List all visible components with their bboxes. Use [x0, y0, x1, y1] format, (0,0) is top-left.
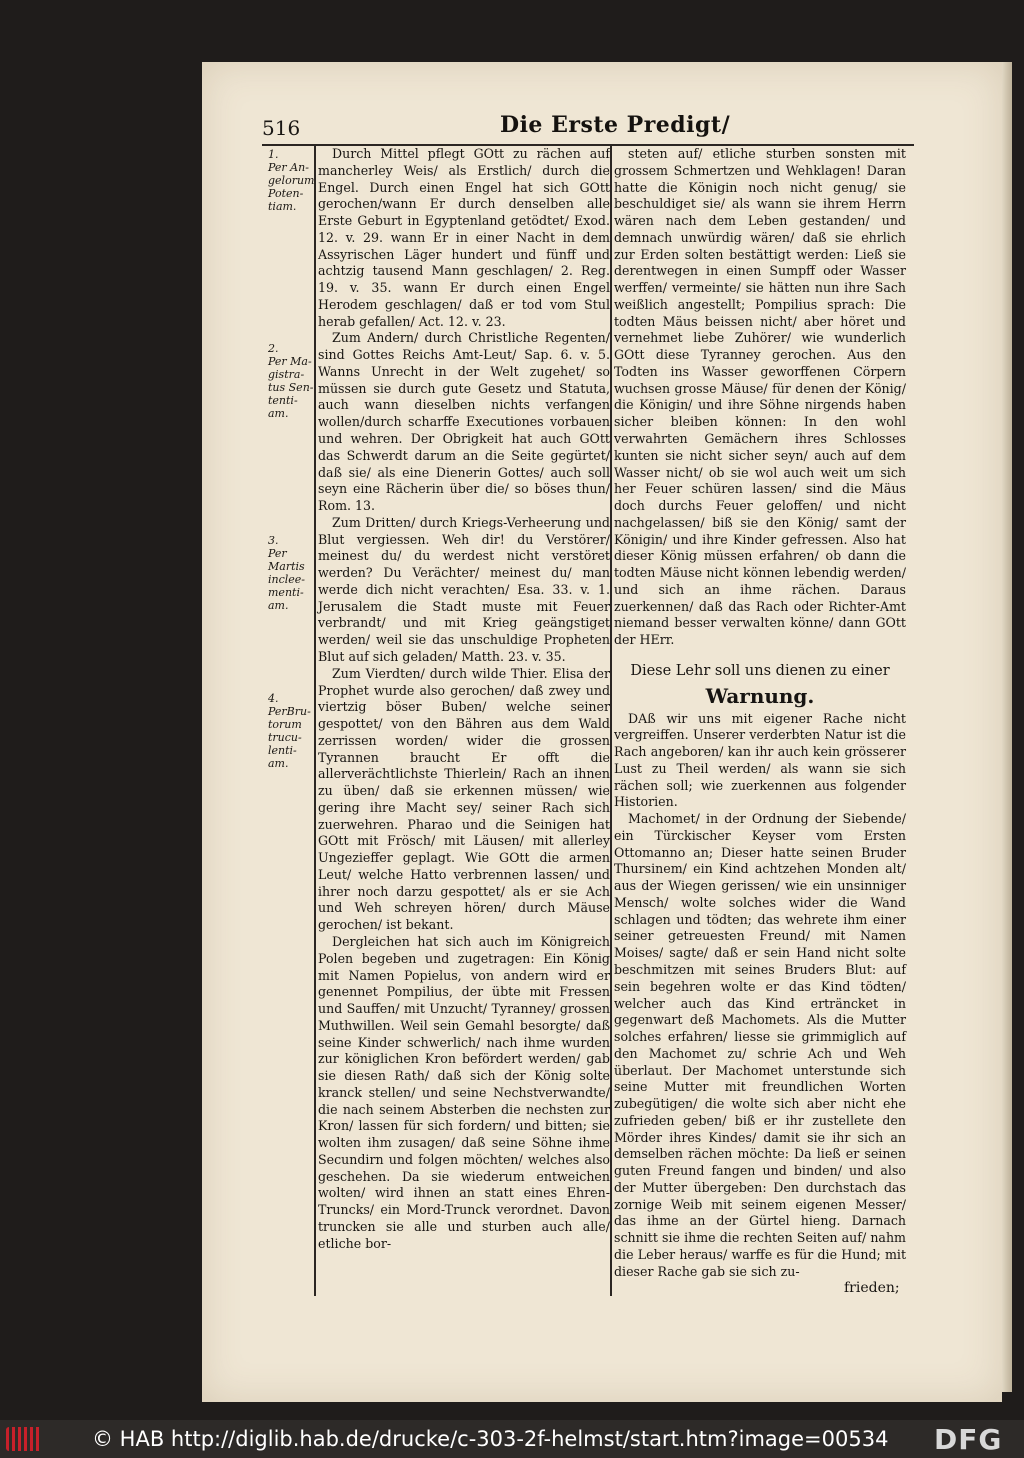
margin-note-3: 3. Per Martis inclee- menti- am.: [268, 534, 306, 612]
library-barcode-icon: [6, 1427, 42, 1451]
viewer-footer: [0, 1420, 1024, 1458]
margin-notes-column: [262, 146, 316, 1296]
source-link[interactable]: © HAB http://diglib.hab.de/drucke/c-303-2f-helmst/start.htm?image=00534: [92, 1427, 889, 1451]
page-header: [262, 112, 914, 144]
paragraph: Dergleichen hat sich auch im Königreich Polen begeben und zugetragen: Ein König mit Namen Popielus, von andern wird er genennet Pompilius, der übte mit Fressen und Sauffen/ mit Unzucht/ Tyranney/ grossen Muthwillen. Weil sein Gemahl besorgte/ daß seine Kinder schwerlich/ nach ihme wurden zur königlichen Kron befördert werden/ gab sie diesen Rath/ daß sich der König solte kranck stellen/ und seine Nechstverwandte/ die nach seinem Absterben die nechsten zur Kron/ lassen für sich fordern/ und bitten; sie wolten ihm zusagen/ daß seine Söhne ihme Secundirn und folgen möchten/ welches also geschehen. Da sie wiederum entweichen wolten/ wird ihnen an statt eines Ehren-Truncks/ ein Mord-Trunck verordnet. Davon truncken sie alle und sturben auch alle/ etliche bor-: [318, 933, 610, 1251]
paragraph: Durch Mittel pflegt GOtt zu rächen auf mancherley Weis/ als Erstlich/ durch die Engel. Durch einen Engel hat sich GOtt gerochen/wann Er durch denselben alle Erste Geburt in Egyptenland getödtet/ Exod. 12. v. 29. wann Er in einer Nacht in dem Assyrischen Läger hundert und fünff und achtzig tausend Mann geschlagen/ 2. Reg. 19. v. 35. wann Er durch einen Engel Herodem geschlagen/ daß er tod vom Stul herab gefallen/ Act. 12. v. 23.: [318, 146, 610, 329]
paragraph: Zum Vierdten/ durch wilde Thier. Elisa der Prophet wurde also gerochen/ daß zwey und viertzig böser Buben/ welche seiner gespottet/ von den Bähren aus dem Wald zerrissen worden/ wider die grossen Tyrannen braucht Er offt die allerverächtlichste Thierlein/ Rach an ihnen zu üben/ daß sie erkennen müssen/ wie gering ihre Macht sey/ seiner Rach sich zuerwehren. Pharao und die Seinigen hat GOtt mit Frösch/ mit Läusen/ mit allerley Ungezieffer geplagt. Wie GOtt die armen Leut/ welche Hatto verbrennen lassen/ und ihrer noch darzu gespottet/ als er sie Ach und Weh schreyen hören/ durch Mäuse gerochen/ ist bekant.: [318, 665, 610, 933]
dfg-logo: DFG: [934, 1423, 1003, 1456]
margin-note-4: 4. PerBru- torum trucu- lenti- am.: [268, 692, 311, 770]
lead-in-line: Diese Lehr soll uns dienen zu einer: [630, 662, 890, 679]
paragraph: DAß wir uns mit eigener Rache nicht vergreiffen. Unserer verderbten Natur ist die Rach angeboren/ kan ihr auch kein grösserer Lust zu Theil werden/ als wann sie sich rächen soll; wie zuerkennen aus folgender Historien.: [614, 710, 906, 810]
paragraph: Zum Andern/ durch Christliche Regenten/ sind Gottes Reichs Amt-Leut/ Sap. 6. v. 5. Wanns Unrecht in der Welt zugehet/ so müssen sie durch gute Gesetz und Statuta, auch wann dieselben nichts verfangen wollen/durch scharffe Executiones vorbauen und wehren. Der Obrigkeit hat auch GOtt das Schwerdt darum an die Seite gegürtet/ daß sie/ als eine Dienerin Gottes/ auch soll seyn eine Rächerin über die/ so böses thun/ Rom. 13.: [318, 330, 610, 514]
section-heading: Warnung.: [705, 683, 815, 708]
catchword: frieden;: [844, 1280, 900, 1296]
paragraph: Machomet/ in der Ordnung der Siebende/ ein Türckischer Keyser vom Ersten Ottomanno an; Dieser hatte seinen Bruder Thursinem/ ein Kind achtzehen Monden alt/ aus der Wiegen gerissen/ wie ein unsinniger Mensch/ wolte solches wider die Wand schlagen und tödten; das wehrete ihm einer seiner getreuesten Freund/ mit Namen Moises/ sagte/ daß er sein Hand nicht solte beschmitzen mit seines Bruders Blut: auf sein begehren wolte er das Kind tödten/ welcher auch das Kind erträncket in gegenwart deß Machomets. Als die Mutter solches erfahren/ liesse sie grimmiglich auf den Machomet zu/ schrie Ach und Weh überlaut. Der Machomet unterstunde sich seine Mutter mit freundlichen Worten zubegütigen/ die wolte sich aber nicht ehe zufrieden geben/ biß er ihr zustellete den Mörder ihres Kindes/ damit sie ihr sich an demselben rächen möchte: Da ließ er seinen guten Freund fangen und binden/ und also der Mutter übergeben: Den durchstach das zornige Weib mit seinem eigenen Messer/ das ihme an der Gürtel hieng. Darnach schnitt sie ihme die rechten Seiten auf/ nahm die Leber heraus/ warffe es für die Hund; mit dieser Rache gab sie sich zu-: [614, 811, 906, 1279]
text-column-left: [318, 146, 610, 1253]
margin-note-2: 2. Per Ma- gistra- tus Sen- tenti- am.: [268, 342, 314, 420]
column-divider: [610, 146, 612, 1296]
margin-note-1: 1. Per An- gelorum Poten- tiam.: [268, 148, 315, 213]
page-number: 516: [262, 116, 301, 140]
text-column-right: [614, 146, 906, 1281]
paragraph: Zum Dritten/ durch Kriegs-Verheerung und Blut vergiessen. Weh dir! du Verstörer/ meinest du/ du werdest nicht verstöret werden? Du Verächter/ meinest du/ man werde dich nicht verachten/ Esa. 33. v. 1. Jerusalem die Stadt muste mit Feuer verbrandt/ und mit Krieg geängstiget werden/ weil sie das unschuldige Propheten Blut auf sich geladen/ Matth. 23. v. 35.: [318, 514, 610, 664]
paragraph: steten auf/ etliche sturben sonsten mit grossem Schmertzen und Wehklagen! Daran hatte die Königin noch nicht genug/ sie beschuldiget sie/ als wann sie ihrem Herrn wären nach dem Leben gestanden/ und demnach unwürdig wären/ daß sie ehrlich zur Erden solten bestättigt werden: Ließ sie derentwegen in einen Sumpff oder Wasser werffen/ vermeinte/ sie hätten nun ihre Sach weißlich angestellt; Pompilius sprach: Die todten Mäus beissen nicht/ aber höret und vernehmet liebe Zuhörer/ wie wunderlich GOtt diese Tyranney gerochen. Aus den Todten ins Wasser geworffenen Cörpern wuchsen grosse Mäuse/ für denen der König/ die Königin/ und ihre Söhne nirgends haben sicher bleiben können: In den wohl verwahrten Gemächern ihres Schlosses kunten sie nicht sicher seyn/ auch auf dem Wasser nicht/ ob sie wol auch weit um sich her Feuer schüren lassen/ sind die Mäus doch durchs Feuer geloffen/ und nicht nachgelassen/ biß sie den König/ samt der Königin/ und ihre Kinder gefressen. Also hat dieser König müssen erfahren/ ob dann die todten Mäuse nicht können lebendig werden/ und sich an ihme rächen. Daraus zuerkennen/ daß das Rach oder Richter-Amt niemand besser verwalten könne/ dann GOtt der HErr.: [614, 146, 906, 648]
running-title: Die Erste Predigt/: [500, 112, 731, 138]
